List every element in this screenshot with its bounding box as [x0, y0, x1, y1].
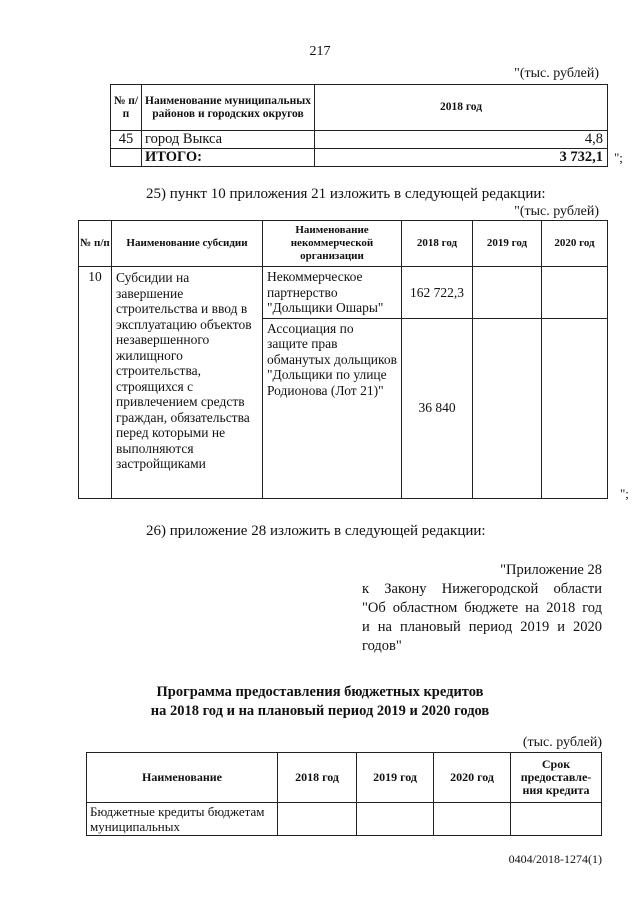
table3-header-term: Срок предоставле-ния кредита [511, 753, 602, 803]
table3-header-2020: 2020 год [434, 753, 511, 803]
table3-unit: (тыс. рублей) [522, 735, 602, 750]
table1 [110, 84, 608, 167]
table1-row-value: 4,8 [315, 131, 608, 149]
table2-row-val2-2019 [473, 318, 542, 498]
table2-header-2019: 2019 год [473, 221, 542, 267]
table1-end-mark: "; [614, 150, 623, 165]
table2-header-subsidy: Наименование субсидии [112, 221, 263, 267]
appendix-reference [362, 561, 602, 656]
table2-header-org: Наименование некоммерческой организации [263, 221, 402, 267]
appendix-line-1: "Приложение 28 [500, 562, 602, 578]
table1-unit: "(тыс. рублей) [514, 66, 599, 81]
table3-header-name: Наименование [87, 753, 278, 803]
table1-header-year: 2018 год [315, 85, 608, 131]
paragraph-25: 25) пункт 10 приложения 21 изложить в следующей редакции: [146, 186, 546, 202]
table1-total-num [111, 149, 142, 167]
table2-unit: "(тыс. рублей) [514, 204, 599, 219]
table3-row-term [511, 803, 602, 836]
program-title [0, 683, 640, 721]
table2-row-val1: 162 722,3 [402, 267, 473, 319]
page-number: 217 [309, 44, 331, 59]
program-title-line-1: Программа предоставления бюджетных кредитов [156, 684, 484, 700]
appendix-line-3: "Об областном бюджете на 2018 год [362, 600, 602, 616]
table2-header-2018: 2018 год [402, 221, 473, 267]
table2-row-val2: 36 840 [402, 318, 473, 498]
table2-header-num: № п/п [79, 221, 112, 267]
table1-total-value: 3 732,1 [315, 149, 608, 167]
paragraph-26: 26) приложение 28 изложить в следующей редакции: [146, 523, 486, 539]
table2-row-num: 10 [79, 267, 112, 499]
table2-row-val1-2020 [542, 267, 608, 319]
table1-row-num: 45 [111, 131, 142, 149]
program-title-line-2: на 2018 год и на плановый период 2019 и 2020 годов [150, 703, 490, 719]
table1-row-name: город Выкса [142, 131, 315, 149]
appendix-line-5: годов" [362, 638, 402, 654]
table3-row-2019 [357, 803, 434, 836]
table1-total-label: ИТОГО: [142, 149, 315, 167]
table1-header-name: Наименование муниципальных районов и городских округов [142, 85, 315, 131]
appendix-line-4: и на плановый период 2019 и 2020 [362, 619, 602, 635]
table2-row-org2: Ассоциация по защите прав обманутых дольщиков "Дольщики по улице Родионова (Лот 21)" [263, 318, 402, 498]
table3 [86, 752, 602, 836]
table3-row-2020 [434, 803, 511, 836]
table2-row-val1-2019 [473, 267, 542, 319]
table2-row-val2-2020 [542, 318, 608, 498]
table2-header-2020: 2020 год [542, 221, 608, 267]
table2-end-mark: "; [620, 486, 629, 501]
table3-header-2018: 2018 год [278, 753, 357, 803]
appendix-line-2: к Закону Нижегородской области [362, 581, 602, 597]
table1-header-num: № п/п [111, 85, 142, 131]
table3-row-2018 [278, 803, 357, 836]
table2-row-org1: Некоммерческое партнерство "Дольщики Ошары" [263, 267, 402, 319]
table2 [78, 220, 608, 499]
table2-row-subsidy: Субсидии на завершение строительства и ввод в эксплуатацию объектов незавершенного жилищного строительства, строящихся с привлечением средств граждан, обязательства перед которыми не выполняются застройщиками [112, 267, 263, 499]
table3-header-2019: 2019 год [357, 753, 434, 803]
footer-code: 0404/2018-1274(1) [508, 852, 602, 866]
table3-row-name: Бюджетные кредиты бюджетам муниципальных [87, 803, 278, 836]
